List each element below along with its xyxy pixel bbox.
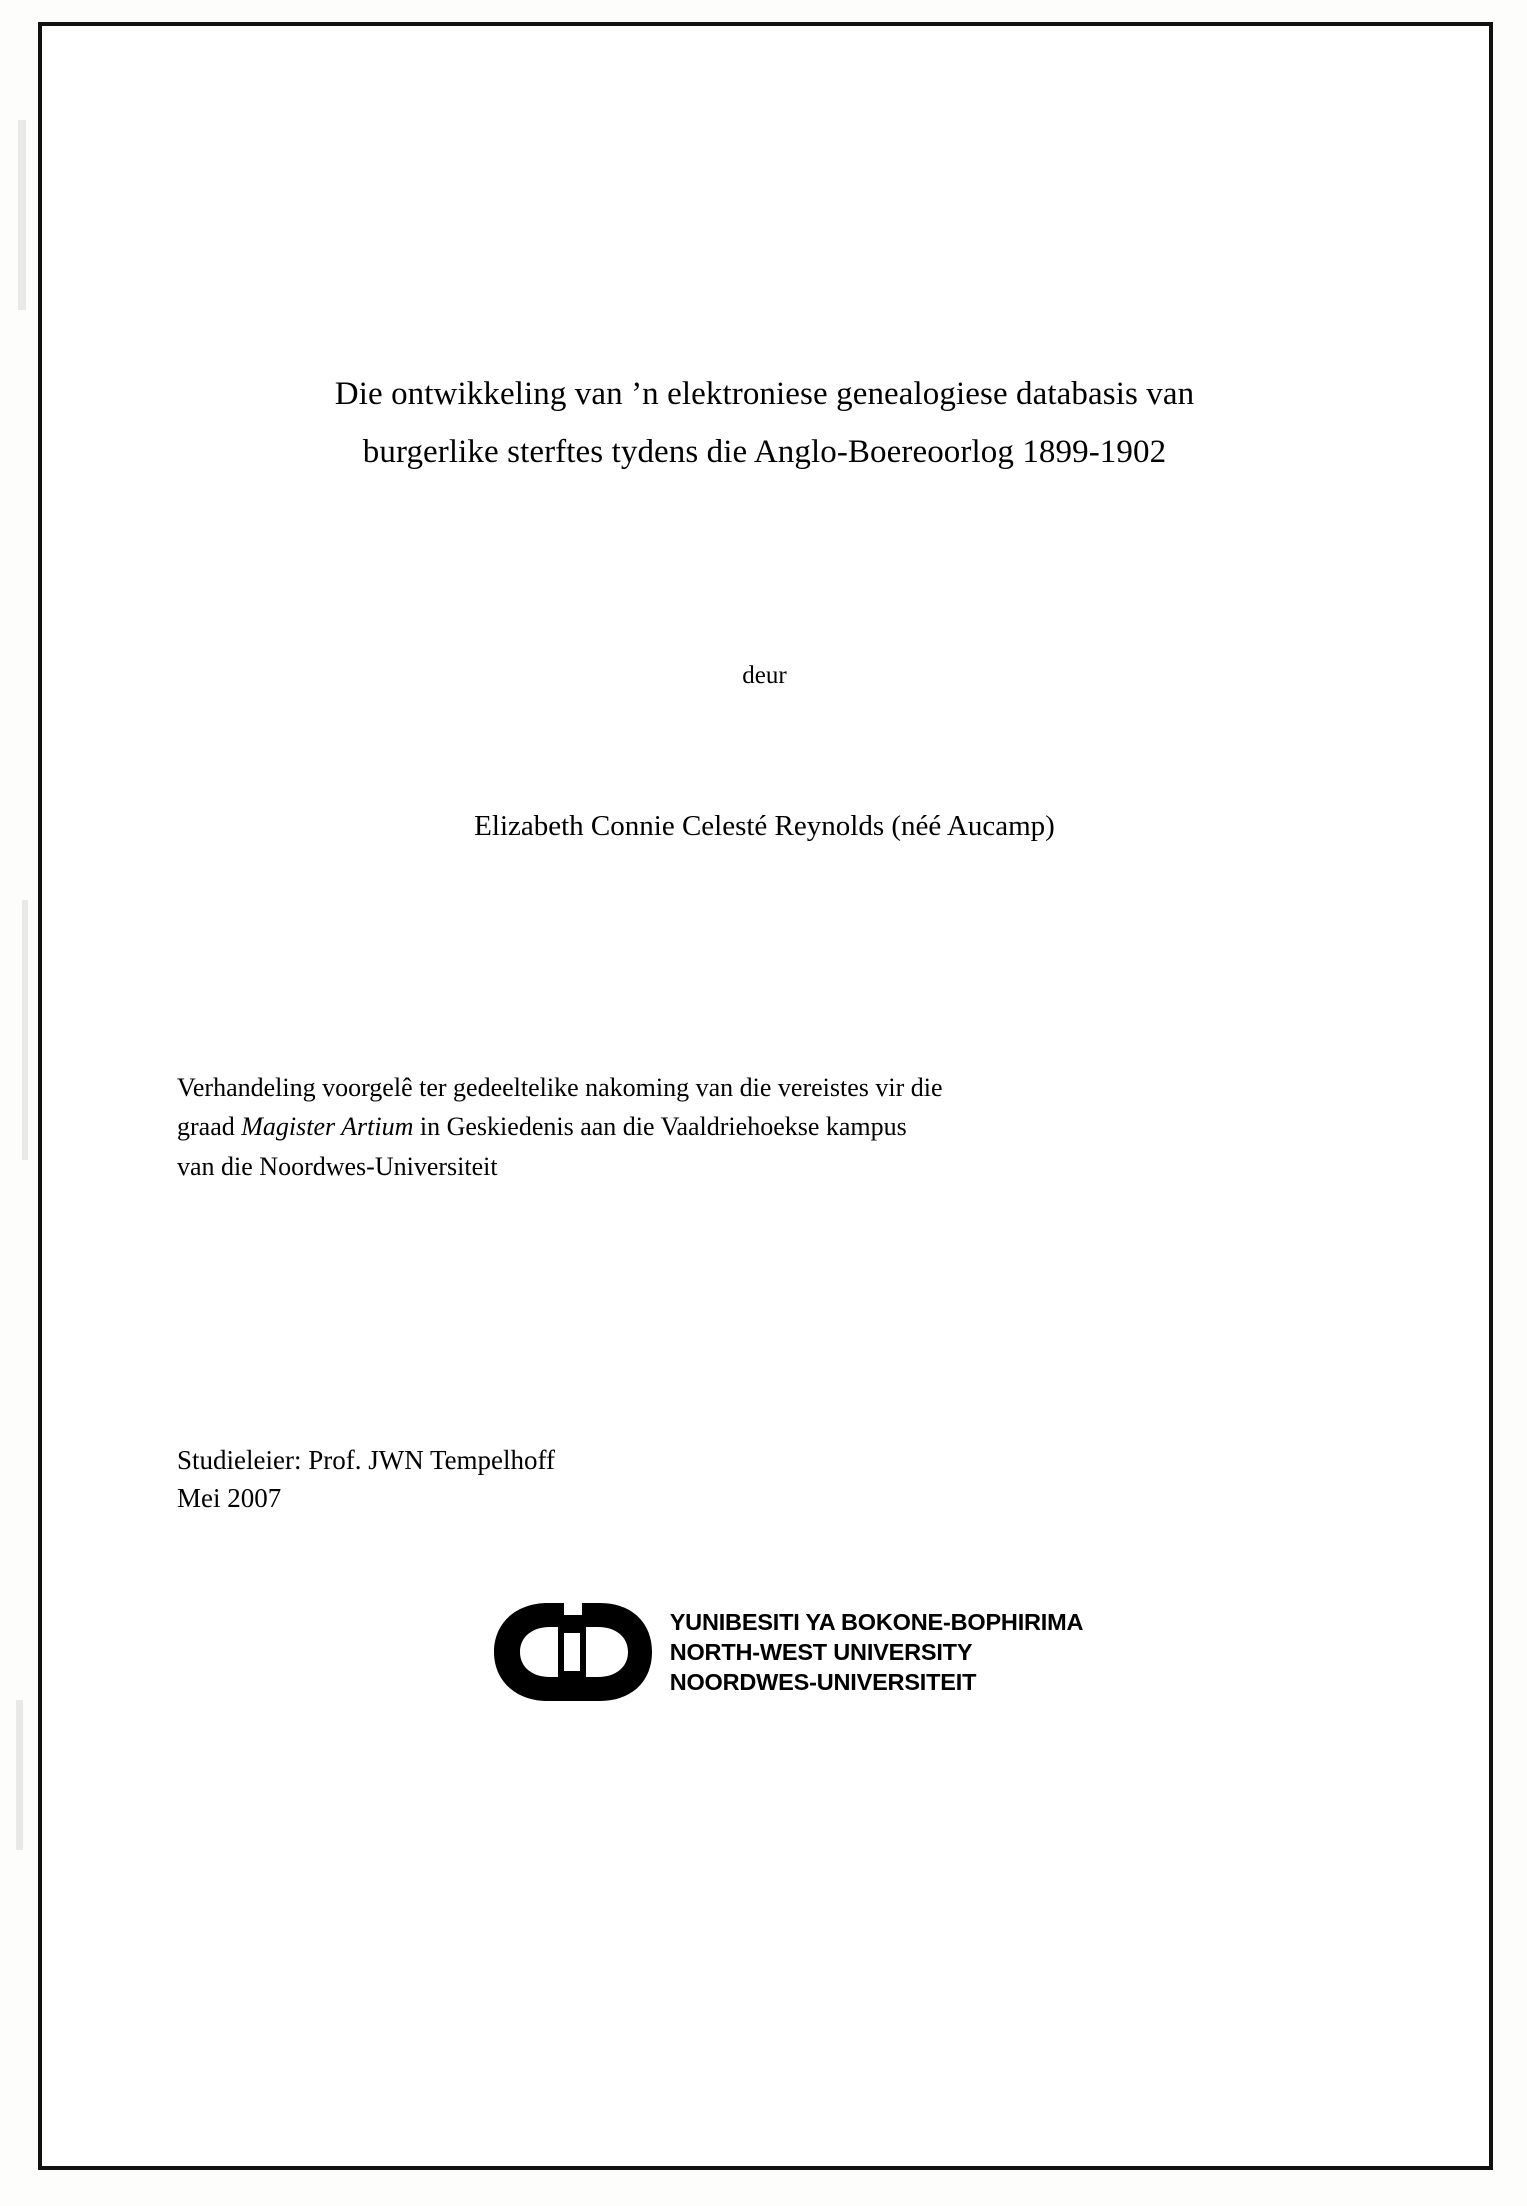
scan-artifact xyxy=(22,900,28,1160)
by-label: deur xyxy=(742,661,787,689)
title-line-1: Die ontwikkeling van ’n elektroniese genealogiese databasis van xyxy=(334,376,1195,412)
degree-statement-line-2 xyxy=(177,1107,1187,1147)
date-line: Mei 2007 xyxy=(177,1483,282,1514)
logo-line-afrikaans: NOORDWES-UNIVERSITEIT xyxy=(669,1668,977,1695)
degree-statement xyxy=(177,1068,1187,1187)
page-frame xyxy=(38,22,1493,2170)
scan-artifact xyxy=(16,1700,23,1850)
supervisor-line: Studieleier: Prof. JWN Tempelhoff xyxy=(177,1445,556,1476)
title-page-content xyxy=(177,366,1352,1711)
page-title xyxy=(177,366,1352,482)
author-name: Elizabeth Connie Celesté Reynolds (néé Aucamp) xyxy=(474,809,1055,842)
logo-line-english: NORTH-WEST UNIVERSITY xyxy=(669,1638,973,1665)
degree-name: Magister Artium xyxy=(241,1112,414,1142)
university-logo xyxy=(177,1593,1352,1711)
north-west-university-logo-icon xyxy=(486,1593,656,1711)
scan-artifact xyxy=(18,120,26,310)
degree-statement-prefix: graad xyxy=(177,1112,242,1142)
degree-statement-line-3: van die Noordwes-Universiteit xyxy=(177,1151,498,1181)
logo-line-tswana: YUNIBESITI YA BOKONE-BOPHIRIMA xyxy=(669,1608,1084,1635)
page-content-area xyxy=(42,26,1489,2166)
supervisor-block xyxy=(177,1441,1352,1518)
degree-statement-suffix: in Geskiedenis aan die Vaaldriehoekse kampus xyxy=(413,1112,907,1142)
university-logo-text xyxy=(670,1607,1084,1697)
degree-statement-line-1: Verhandeling voorgelê ter gedeeltelike nakoming van die vereistes vir die xyxy=(177,1072,943,1102)
title-line-2: burgerlike sterftes tydens die Anglo-Boereoorlog 1899-1902 xyxy=(362,433,1167,470)
